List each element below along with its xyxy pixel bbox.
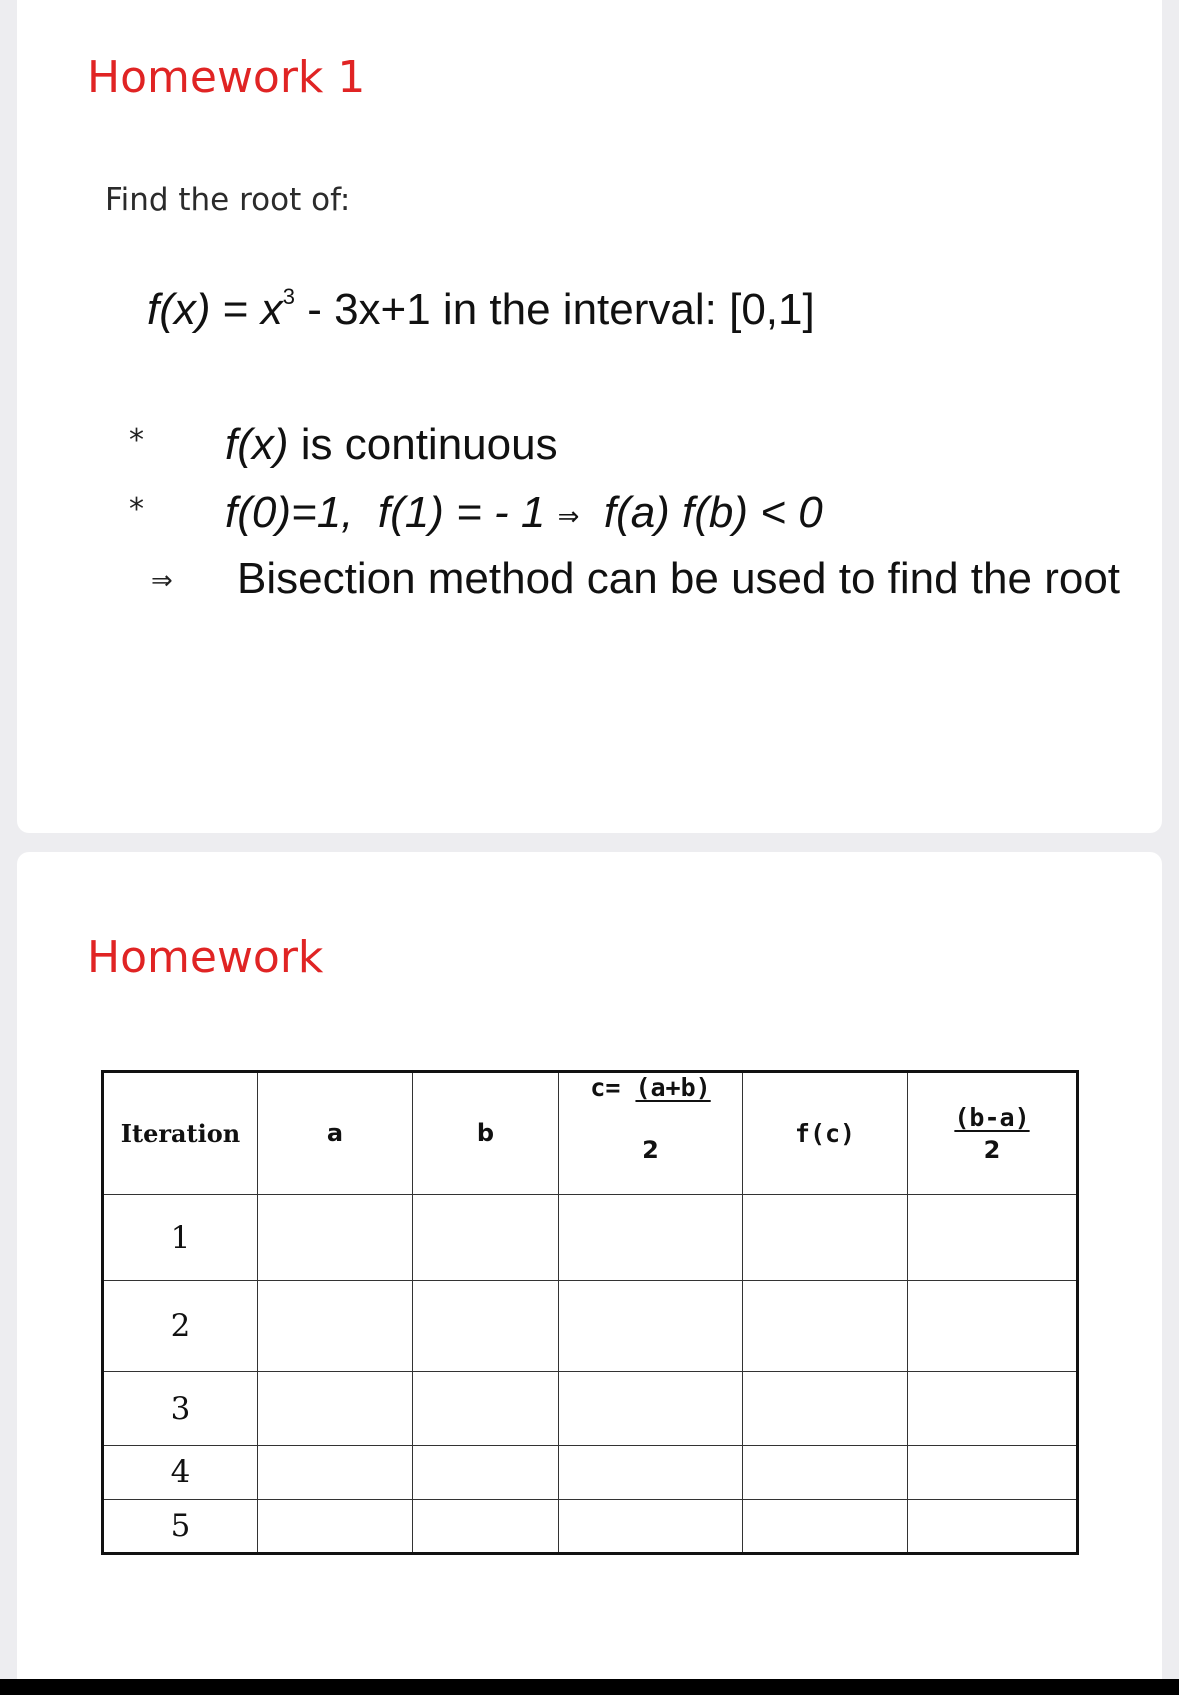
table-header-row [103, 1072, 1078, 1195]
a-cell [258, 1194, 413, 1281]
c-cell [559, 1499, 743, 1553]
fc-cell [743, 1281, 908, 1372]
formula-rest: - 3x+1 in the interval: [307, 285, 717, 334]
function-formula [147, 285, 815, 335]
table-row [103, 1194, 1078, 1281]
header-a: a [258, 1072, 413, 1195]
continuity-line [225, 420, 558, 470]
continuity-fx: f(x) [225, 420, 289, 469]
prompt-text: Find the root of: [105, 182, 351, 218]
half-width-cell [908, 1281, 1078, 1372]
half-width-numerator: (b-a) [954, 1102, 1030, 1132]
a-cell [258, 1499, 413, 1553]
sign-change-line [225, 488, 823, 538]
header-half-width [908, 1072, 1078, 1195]
bullet-star-icon: * [129, 492, 144, 527]
iteration-cell: 1 [103, 1194, 258, 1281]
header-fc: f(c) [743, 1072, 908, 1195]
iteration-cell: 5 [103, 1499, 258, 1553]
bottom-edge-bar [0, 1679, 1179, 1695]
formula-interval: [0,1] [729, 285, 815, 334]
bisection-table [101, 1070, 1079, 1555]
iteration-cell: 4 [103, 1446, 258, 1499]
a-cell [258, 1281, 413, 1372]
fc-cell [743, 1446, 908, 1499]
f1-value: f(1) = - 1 [377, 488, 546, 537]
formula-x: x [260, 285, 283, 334]
formula-lhs: f(x) [147, 285, 211, 334]
homework-table-card [17, 852, 1162, 1695]
b-cell [413, 1194, 559, 1281]
midpoint-numerator: (a+b) [635, 1073, 711, 1102]
fc-cell [743, 1371, 908, 1445]
b-cell [413, 1281, 559, 1372]
formula-exponent: 3 [282, 284, 295, 309]
homework-1-card [17, 0, 1162, 833]
fc-cell [743, 1499, 908, 1553]
b-cell [413, 1446, 559, 1499]
formula-equals: = [222, 285, 249, 334]
table-row [103, 1371, 1078, 1445]
iteration-cell: 2 [103, 1281, 258, 1372]
a-cell [258, 1371, 413, 1445]
midpoint-denominator: 2 [642, 1136, 659, 1164]
header-iteration: Iteration [103, 1072, 258, 1195]
homework-title: Homework [87, 932, 324, 983]
a-cell [258, 1446, 413, 1499]
conclusion-line: Bisection method can be used to find the root [237, 554, 1121, 603]
header-b: b [413, 1072, 559, 1195]
half-width-cell [908, 1194, 1078, 1281]
fc-cell [743, 1194, 908, 1281]
b-cell [413, 1499, 559, 1553]
iteration-cell: 3 [103, 1371, 258, 1445]
midpoint-prefix: c= [590, 1073, 621, 1102]
implies-arrow-icon: ⇒ [557, 501, 580, 531]
f0-value: f(0)=1, [225, 488, 354, 537]
homework-1-title: Homework 1 [87, 52, 366, 103]
b-cell [413, 1371, 559, 1445]
c-cell [559, 1446, 743, 1499]
half-width-denominator: 2 [983, 1135, 1001, 1164]
table-row [103, 1281, 1078, 1372]
half-width-cell [908, 1499, 1078, 1553]
continuity-text: is continuous [300, 420, 558, 469]
implies-arrow-icon: ⇒ [151, 566, 173, 596]
half-width-cell [908, 1446, 1078, 1499]
c-cell [559, 1281, 743, 1372]
c-cell [559, 1371, 743, 1445]
sign-product: f(a) f(b) < 0 [603, 488, 823, 537]
table-row [103, 1499, 1078, 1553]
bullet-star-icon: * [129, 423, 144, 458]
header-midpoint [559, 1072, 743, 1195]
c-cell [559, 1194, 743, 1281]
table-row [103, 1446, 1078, 1499]
half-width-cell [908, 1371, 1078, 1445]
